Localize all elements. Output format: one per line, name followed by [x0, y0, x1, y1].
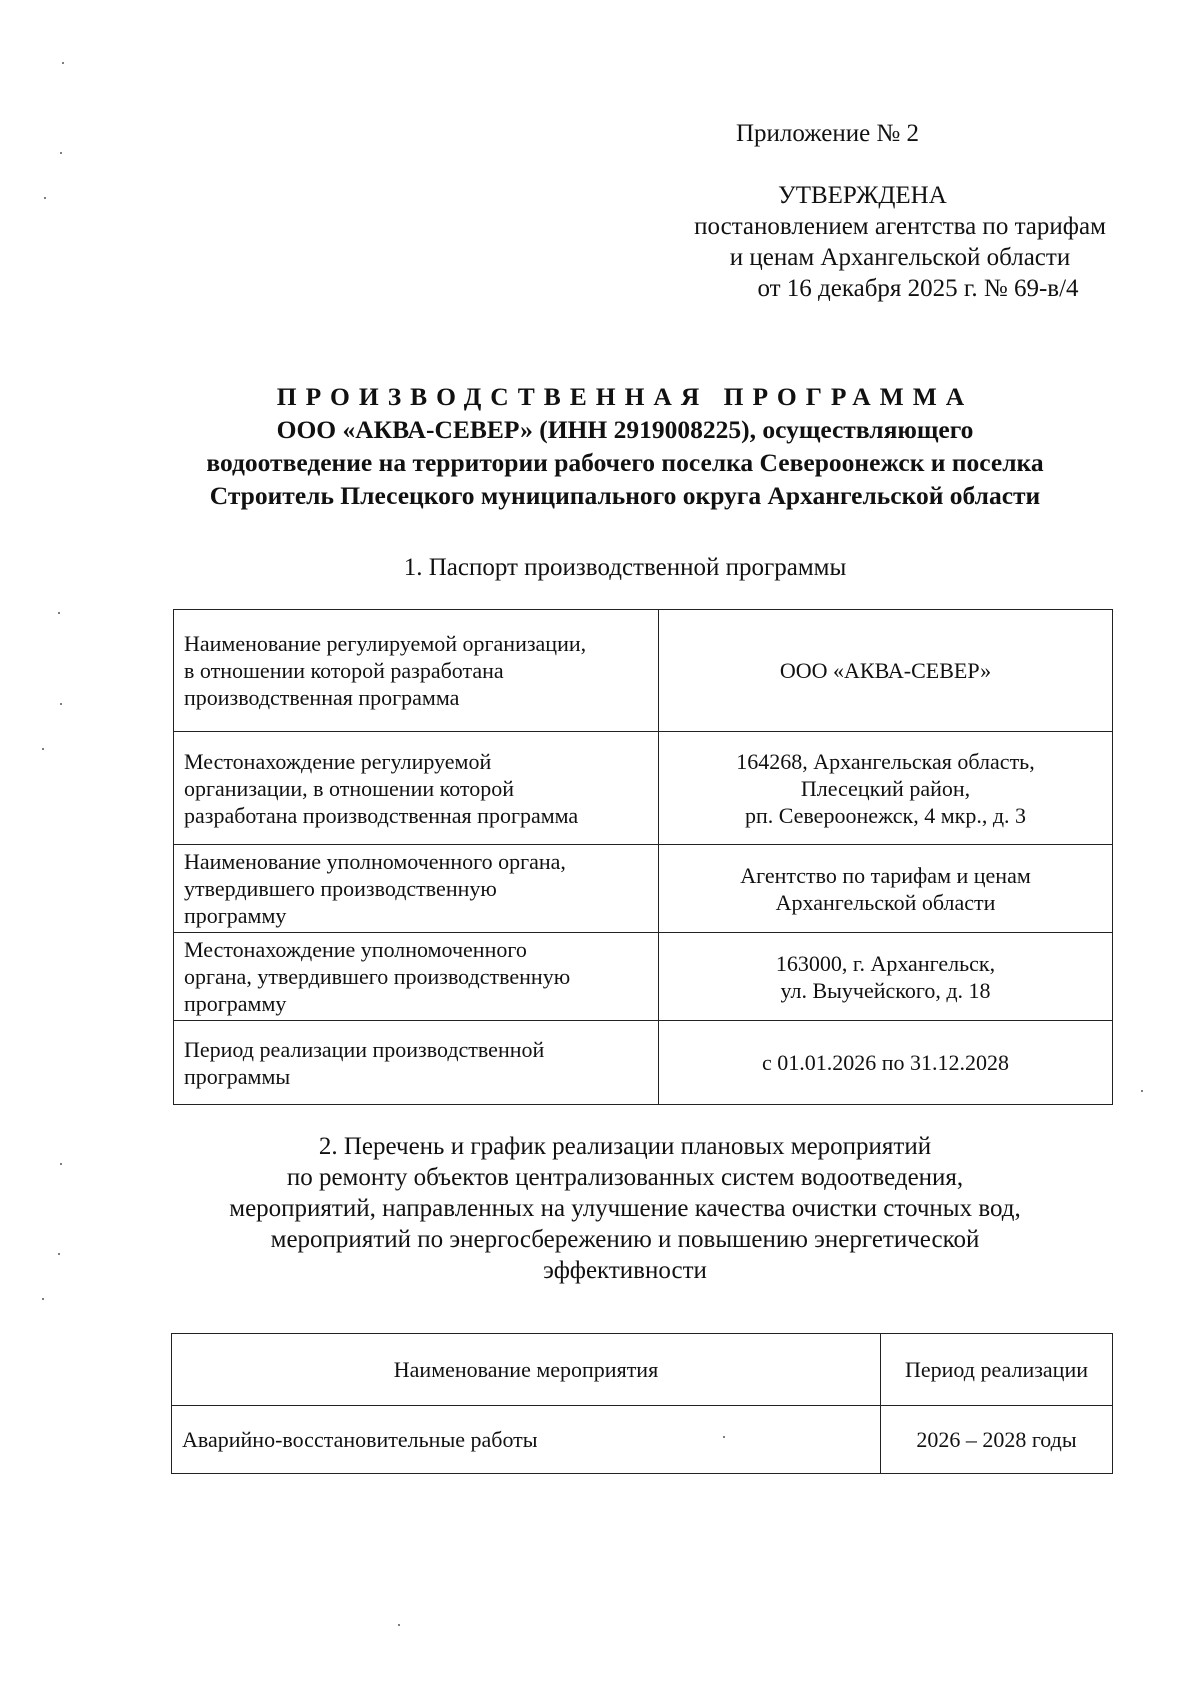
- scan-speck: [60, 1163, 62, 1165]
- appendix-number: Приложение № 2: [736, 120, 920, 147]
- title-line-1: ПРОИЗВОДСТВЕННАЯ ПРОГРАММА: [276, 382, 974, 411]
- event-name: Аварийно-восстановительные работы: [172, 1406, 881, 1474]
- table-row: [174, 933, 1113, 1021]
- section-2-heading-line: мероприятий, направленных на улучшение качества очистки сточных вод,: [229, 1195, 1021, 1222]
- table-row: [172, 1406, 1113, 1474]
- section-2-heading-line: эффективности: [543, 1257, 707, 1284]
- table-row: [174, 610, 1113, 732]
- program-title: [150, 380, 1100, 512]
- table-row: [174, 845, 1113, 933]
- passport-value: ООО «АКВА-СЕВЕР»: [659, 610, 1113, 732]
- scan-speck: [58, 612, 60, 614]
- events-table: [171, 1333, 1113, 1474]
- column-header-period: Период реализации: [881, 1334, 1113, 1406]
- approval-line-1: постановлением агентства по тарифам: [694, 213, 1106, 240]
- scan-speck: [60, 152, 62, 154]
- scan-speck: [1141, 1090, 1143, 1092]
- scan-speck: [398, 1624, 400, 1626]
- passport-label: Наименование уполномоченного органа, утвердившего производственную программу: [174, 845, 659, 933]
- table-row: [174, 1021, 1113, 1105]
- passport-label: Местонахождение уполномоченного органа, утвердившего производственную программу: [174, 933, 659, 1021]
- scan-speck: [44, 197, 46, 199]
- event-period: 2026 – 2028 годы: [881, 1406, 1113, 1474]
- passport-value: Агентство по тарифам и ценам Архангельской области: [659, 845, 1113, 933]
- column-header-name: Наименование мероприятия: [172, 1334, 881, 1406]
- title-line-4: Строитель Плесецкого муниципального округа Архангельской области: [209, 481, 1041, 510]
- scan-speck: [60, 703, 62, 705]
- approved-label: УТВЕРЖДЕНА: [778, 182, 947, 209]
- passport-label: Местонахождение регулируемой организации, в отношении которой разработана производственная программа: [174, 732, 659, 845]
- section-2-heading-line: по ремонту объектов централизованных систем водоотведения,: [286, 1164, 964, 1191]
- scan-speck: [62, 62, 64, 64]
- scan-speck: [42, 748, 44, 750]
- title-line-3: водоотведение на территории рабочего поселка Североонежск и поселка: [206, 448, 1044, 477]
- title-line-2: ООО «АКВА-СЕВЕР» (ИНН 2919008225), осуществляющего: [276, 415, 974, 444]
- scan-speck: [723, 1436, 725, 1438]
- passport-value: 163000, г. Архангельск, ул. Выучейского, д. 18: [659, 933, 1113, 1021]
- section-1-heading: 1. Паспорт производственной программы: [403, 554, 847, 581]
- scan-speck: [42, 1298, 44, 1300]
- scan-speck: [58, 1253, 60, 1255]
- passport-value: 164268, Архангельская область, Плесецкий район, рп. Североонежск, 4 мкр., д. 3: [659, 732, 1113, 845]
- passport-label: Наименование регулируемой организации, в отношении которой разработана производственная программа: [174, 610, 659, 732]
- section-2-heading: [150, 1131, 1100, 1286]
- passport-label: Период реализации производственной программы: [174, 1021, 659, 1105]
- approval-line-3: от 16 декабря 2025 г. № 69-в/4: [757, 275, 1079, 302]
- passport-table: [173, 609, 1113, 1105]
- section-2-heading-line: 2. Перечень и график реализации плановых мероприятий: [318, 1133, 932, 1160]
- table-row: [174, 732, 1113, 845]
- approval-line-2: и ценам Архангельской области: [729, 244, 1071, 271]
- table-header-row: [172, 1334, 1113, 1406]
- section-2-heading-line: мероприятий по энергосбережению и повышению энергетической: [270, 1226, 980, 1253]
- passport-value: с 01.01.2026 по 31.12.2028: [659, 1021, 1113, 1105]
